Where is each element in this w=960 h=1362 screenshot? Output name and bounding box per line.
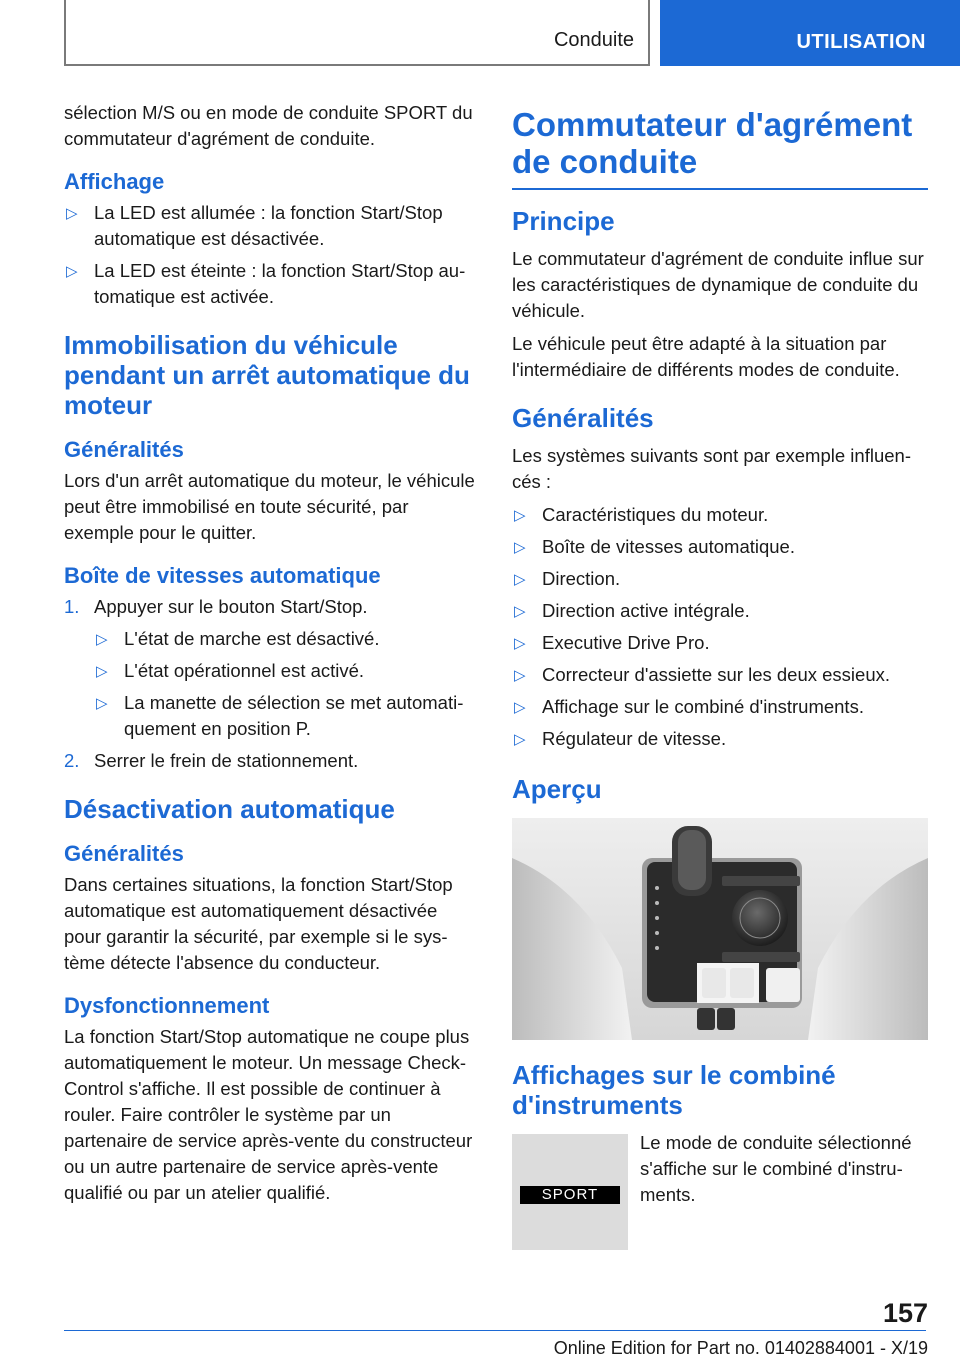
- generalites-text-3: Les systèmes suivants sont par exemple influencés :: [512, 445, 911, 492]
- list-item: ▷ Executive Drive Pro.: [512, 630, 928, 656]
- right-column: [512, 100, 928, 1250]
- triangle-bullet-icon: ▷: [514, 539, 526, 556]
- steps-list: [64, 594, 476, 774]
- boite-heading: Boîte de vitesses automatique: [64, 563, 381, 588]
- generalites-heading-2: Généralités: [64, 841, 184, 866]
- triangle-bullet-icon: ▷: [96, 631, 108, 648]
- affichage-heading: Affichage: [64, 169, 165, 194]
- generalites-heading-3: Généralités: [512, 403, 654, 433]
- list-item: ▷ Direction active intégrale.: [512, 598, 928, 624]
- sport-display-image: [512, 1134, 628, 1250]
- list-item: ▷ La manette de sélection se met automatiquement en position P.: [96, 692, 464, 739]
- list-item: ▷ L'état de marche est désactivé.: [94, 626, 476, 652]
- dysfonctionnement-heading: Dysfonctionnement: [64, 993, 270, 1018]
- step-item: 1. Appuyer sur le bouton Start/Stop. ▷ L'état de marche est désactivé. ▷ L'état opérationnel est activé. ▷ La manette de sélection se met automatiquement en position P.: [64, 594, 476, 742]
- list-item: ▷ L'état opérationnel est activé.: [94, 658, 476, 684]
- sport-badge: SPORT: [520, 1186, 620, 1204]
- affichages-text: Le mode de conduite sélectionné s'affiche sur le combiné d'instruments.: [640, 1132, 912, 1205]
- list-item: ▷ Direction.: [512, 566, 928, 592]
- triangle-bullet-icon: ▷: [66, 263, 78, 280]
- triangle-bullet-icon: ▷: [96, 695, 108, 712]
- center-console-photo: [512, 818, 928, 1040]
- desactivation-heading: Désactivation automatique: [64, 794, 395, 824]
- generalites-text-2: Dans certaines situations, la fonction Start/Stop automatique est automatiquement désactivée pour garantir la sécurité, par exemple si le système détecte l'absence du conducteur.: [64, 874, 453, 973]
- triangle-bullet-icon: ▷: [66, 205, 78, 222]
- triangle-bullet-icon: ▷: [514, 635, 526, 652]
- triangle-bullet-icon: ▷: [514, 603, 526, 620]
- list-item: ▷ La LED est éteinte : la fonction Start/Stop automatique est activée.: [66, 260, 466, 307]
- intro-text: sélection M/S ou en mode de conduite SPORT du commutateur d'agrément de conduite.: [64, 102, 473, 149]
- principe-text-1: Le commutateur d'agrément de conduite influe sur les caractéristiques de dynamique de conduite du véhicule.: [512, 248, 924, 321]
- main-title: Commutateur d'agrément de conduite: [512, 106, 928, 190]
- triangle-bullet-icon: ▷: [514, 699, 526, 716]
- step-number: 1.: [64, 596, 80, 617]
- header-chapter-title: UTILISATION: [796, 31, 926, 53]
- principe-heading: Principe: [512, 206, 615, 236]
- systems-list: [512, 502, 928, 752]
- triangle-bullet-icon: ▷: [96, 663, 108, 680]
- list-item: ▷ Affichage sur le combiné d'instruments.: [512, 694, 928, 720]
- header-section-title: Conduite: [553, 29, 634, 51]
- step-sub-list: [94, 626, 476, 742]
- triangle-bullet-icon: ▷: [514, 731, 526, 748]
- header-chapter-box: [660, 0, 960, 66]
- footer-divider: [64, 1330, 926, 1331]
- list-item: ▷ Correcteur d'assiette sur les deux essieux.: [512, 662, 928, 688]
- list-item: ▷ Caractéristiques du moteur.: [512, 502, 928, 528]
- affichage-list: [64, 200, 476, 310]
- triangle-bullet-icon: ▷: [514, 667, 526, 684]
- header-section-box: [64, 0, 650, 66]
- list-item: ▷ La LED est allumée : la fonction Start/Stop automatique est désactivée.: [66, 202, 443, 249]
- apercu-heading: Aperçu: [512, 774, 602, 804]
- left-column: [64, 100, 476, 1213]
- footer-edition: Online Edition for Part no. 01402884001 - X/19: [553, 1338, 928, 1358]
- generalites-text-1: Lors d'un arrêt automatique du moteur, le véhicule peut être immobilisé en toute sécurité, par exemple pour le quitter.: [64, 470, 475, 543]
- generalites-heading-1: Généralités: [64, 437, 184, 462]
- list-item: ▷ Boîte de vitesses automatique.: [512, 534, 928, 560]
- immobilisation-heading: Immobilisation du véhicule pendant un arrêt automatique du moteur: [64, 330, 470, 420]
- triangle-bullet-icon: ▷: [514, 571, 526, 588]
- principe-text-2: Le véhicule peut être adapté à la situation par l'intermédiaire de différents modes de conduite.: [512, 333, 900, 380]
- affichages-row: [512, 1130, 928, 1250]
- step-item: 2. Serrer le frein de stationnement.: [64, 748, 476, 774]
- page-number: 157: [882, 1298, 928, 1328]
- dysfonctionnement-text: La fonction Start/Stop automatique ne coupe plus automatiquement le moteur. Un message Check-Control s'affiche. Il est possible de continuer à rouler. Faire contrôler le système par un partenaire de service après-vente du constructeur ou un autre partenaire de service après-vente qualifié ou par un atelier qualifié.: [64, 1026, 473, 1203]
- step-number: 2.: [64, 750, 80, 771]
- list-item: ▷ Régulateur de vitesse.: [512, 726, 928, 752]
- affichages-heading: Affichages sur le combiné d'instruments: [512, 1060, 836, 1120]
- triangle-bullet-icon: ▷: [514, 507, 526, 524]
